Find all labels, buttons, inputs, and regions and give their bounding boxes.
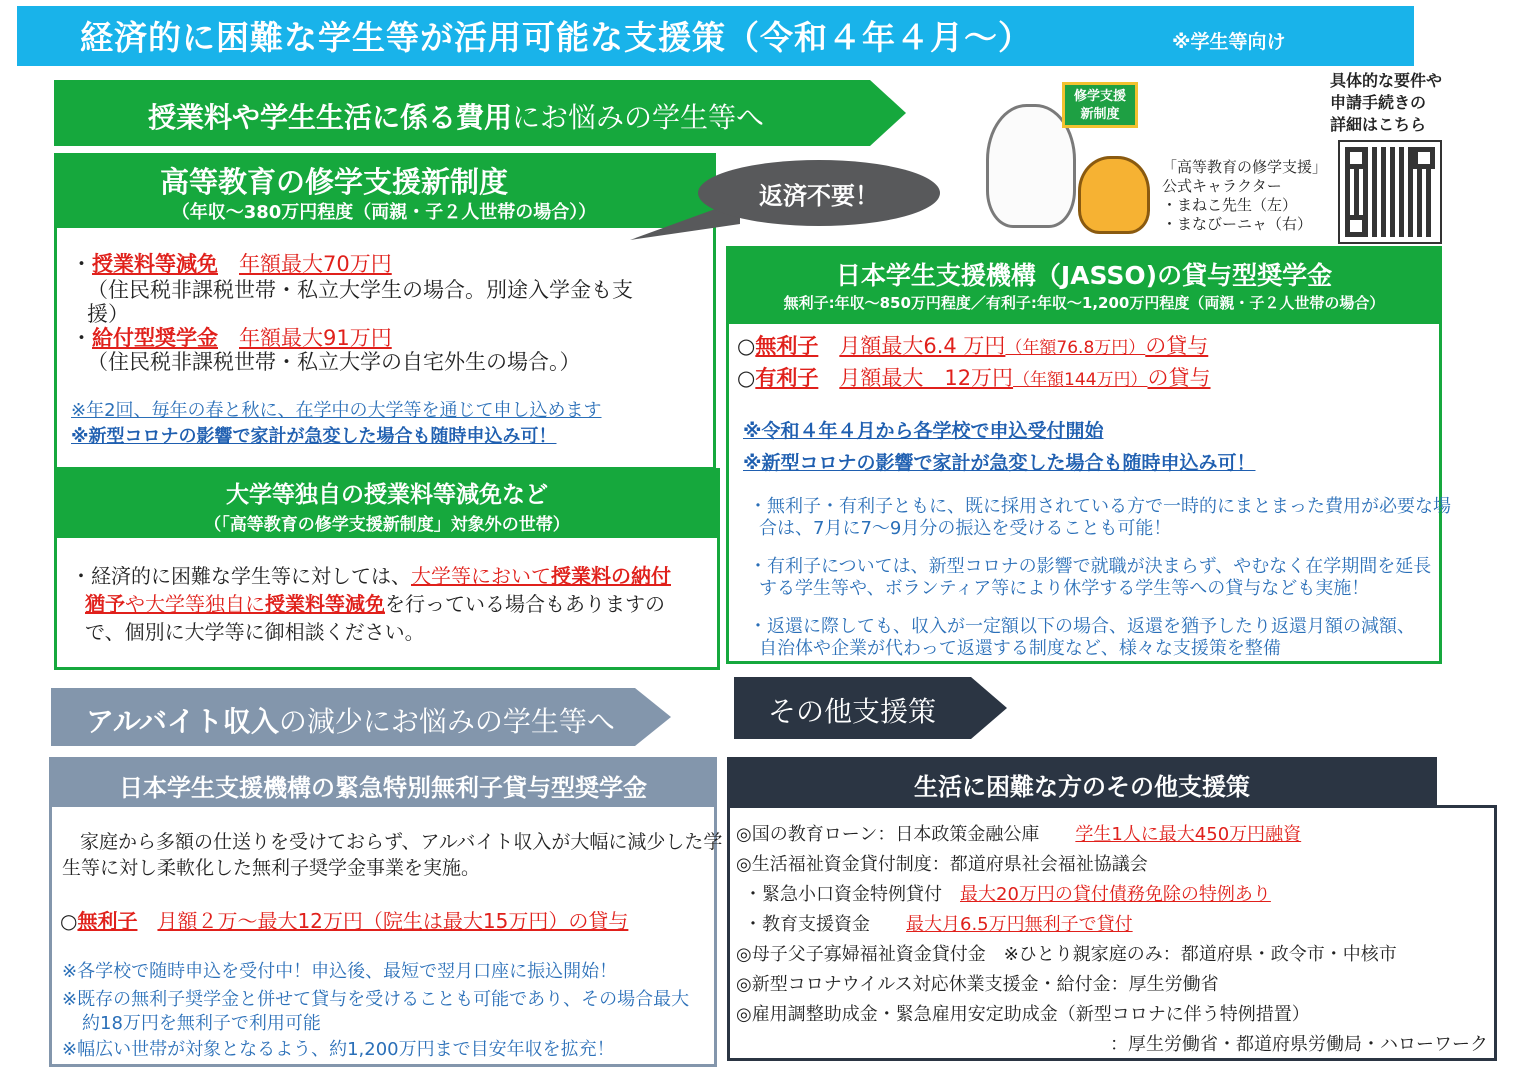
sonota-title: 生活に困難な方のその他支援策 — [914, 773, 1250, 801]
kinkyu-mu-risoku: ○無利子 月額２万～最大12万円（院生は最大15万円）の貸与 — [60, 909, 629, 933]
kinkyu-note-3: ※幅広い世帯が対象となるよう、約1,200万円まで目安年収を拡充！ — [62, 1039, 615, 1060]
shuugaku-title: 高等教育の修学支援新制度 — [159, 165, 508, 199]
daigaku-text-line3: で、個別に大学等に御相談ください。 — [85, 620, 425, 644]
shuugaku-note-covid: ※新型コロナの影響で家計が急変した場合も随時申込み可！ — [71, 426, 557, 447]
tuition-section-heading: 授業料や学生生活に係る費用にお悩みの学生等へ — [148, 101, 765, 134]
kinkyu-desc-line2: 生等に対し柔軟化した無利子奨学金事業を実施。 — [62, 857, 481, 879]
jasso-bullet-2b: する学生等や、ボランティア等により休学する学生等への貸与なども実施！ — [759, 578, 1370, 599]
sonota-item-boshi-fushi: ◎母子父子寡婦福祉資金貸付金 ※ひとり親家庭のみ：都道府県・政令市・中核市 — [736, 944, 1397, 965]
jasso-mu-risoku: ○無利子 月額最大6.4 万円（年額76.8万円）の貸与 — [737, 334, 1209, 358]
speech-bubble-text: 返済不要！ — [759, 182, 879, 210]
qr-label-line3: 詳細はこちら — [1330, 115, 1427, 134]
jasso-panel — [726, 324, 1451, 664]
daigaku-panel — [54, 538, 720, 670]
qr-finder-icon — [1345, 147, 1367, 169]
qr-finder-icon — [1413, 147, 1435, 169]
page-title: 経済的に困難な学生等が活用可能な支援策（令和４年４月～） — [80, 18, 1032, 57]
sonota-item-kyouiku-shien: ・教育支援資金 最大月6.5万円無利子で貸付 — [744, 914, 1133, 935]
shuugaku-panel — [54, 228, 716, 470]
daigaku-subtitle: （「高等教育の修学支援新制度」対象外の世帯） — [204, 515, 570, 535]
shuugaku-item-tuition-note-b: 援） — [87, 302, 129, 326]
kinkyu-note-1: ※各学校で随時申込を受付中！申込後、最短で翌月口座に振込開始！ — [62, 961, 618, 982]
jasso-subtitle: 無利子:年収～850万円程度／有利子:年収～1,200万円程度（両親・子２人世帯の場合） — [783, 294, 1385, 312]
shuugaku-subtitle: （年収～380万円程度（両親・子２人世帯の場合）） — [171, 202, 597, 223]
kinkyu-desc-line1: 家庭から多額の仕送りを受けておらず、アルバイト収入が大幅に減少した学 — [80, 831, 723, 853]
shuugaku-item-grant: ・給付型奨学金 年額最大91万円 — [71, 326, 392, 350]
sonota-panel — [727, 805, 1497, 1061]
kinkyu-panel — [49, 807, 723, 1067]
manabinya-character — [1078, 156, 1150, 234]
daigaku-text-line1: ・経済的に困難な学生等に対しては、大学等において授業料の納付 — [71, 564, 671, 588]
jasso-note-covid: ※新型コロナの影響で家計が急変した場合も随時申込み可！ — [743, 452, 1256, 474]
sonota-item-kyuugyou-shien: ◎新型コロナウイルス対応休業支援金・給付金：厚生労働省 — [736, 974, 1219, 995]
qr-code[interactable] — [1338, 140, 1442, 244]
sonota-item-kyouiku-loan: ◎国の教育ローン：日本政策金融公庫 学生1人に最大450万円融資 — [736, 824, 1302, 845]
other-section-heading: その他支援策 — [768, 695, 937, 728]
qr-code-pattern — [1345, 147, 1435, 237]
shuugaku-item-grant-note: （住民税非課税世帯・私立大学の自宅外生の場合。） — [87, 350, 581, 374]
sonota-item-koyou-chousei: ◎雇用調整助成金・緊急雇用安定助成金（新型コロナに伴う特例措置） — [736, 1004, 1310, 1025]
jasso-bullet-1b: 合は、7月に7～9月分の振込を受けることも可能！ — [759, 518, 1172, 539]
jasso-bullet-3b: 自治体や企業が代わって返還する制度など、様々な支援策を整備 — [759, 638, 1281, 659]
kinkyu-title: 日本学生支援機構の緊急特別無利子貸与型奨学金 — [119, 774, 647, 802]
arbeit-section-heading: アルバイト収入の減少にお悩みの学生等へ — [86, 705, 615, 738]
sonota-item-seikatsu-fukushi: ◎生活福祉資金貸付制度：都道府県社会福祉協議会 — [736, 854, 1148, 875]
character-sign: 修学支援 新制度 — [1062, 82, 1138, 128]
sonota-item-koyou-chousei-contact: ：厚生労働省・都道府県労働局・ハローワーク — [1110, 1034, 1488, 1055]
character-caption: 「高等教育の修学支援」 公式キャラクター ・まねこ先生（左） ・まなびーニャ（右） — [1162, 158, 1328, 233]
shuugaku-item-tuition: ・授業料等減免 年額最大70万円 — [71, 252, 392, 276]
sonota-item-kinkyu-koguchi: ・緊急小口資金特例貸付 最大20万円の貸付債務免除の特例あり — [744, 884, 1271, 905]
qr-label-line2: 申請手続きの — [1330, 93, 1427, 112]
jasso-bullet-3: ・返還に際しても、収入が一定額以下の場合、返還を猶予したり返還月額の減額、 — [749, 616, 1415, 637]
shuugaku-item-tuition-note: （住民税非課税世帯・私立大学生の場合。別途入学金も支 — [87, 278, 633, 302]
kinkyu-note-2: ※既存の無利子奨学金と併せて貸与を受けることも可能であり、その場合最大 — [62, 989, 690, 1010]
qr-finder-icon — [1345, 215, 1367, 237]
daigaku-text-line2: 猶予や大学等独自に授業料等減免を行っている場合もありますの — [85, 592, 665, 616]
page-title-note: ※学生等向け — [1172, 31, 1286, 53]
jasso-yu-risoku: ○有利子 月額最大 12万円（年額144万円）の貸与 — [737, 366, 1211, 390]
qr-label-line1: 具体的な要件や — [1330, 71, 1443, 90]
jasso-bullet-1: ・無利子・有利子ともに、既に採用されている方で一時的にまとまった費用が必要な場 — [749, 496, 1451, 517]
qr-label — [1330, 70, 1460, 136]
jasso-note-start: ※令和４年４月から各学校で申込受付開始 — [743, 420, 1104, 442]
jasso-bullet-2: ・有利子については、新型コロナの影響で就職が決まらず、やむなく在学期間を延長 — [749, 556, 1432, 577]
kinkyu-note-2b: 約18万円を無利子で利用可能 — [82, 1013, 321, 1034]
daigaku-title: 大学等独自の授業料等減免など — [226, 482, 548, 508]
jasso-title: 日本学生支援機構（JASSO)の貸与型奨学金 — [835, 261, 1333, 290]
shuugaku-note-schedule: ※年2回、毎年の春と秋に、在学中の大学等を通じて申し込めます — [71, 400, 602, 421]
